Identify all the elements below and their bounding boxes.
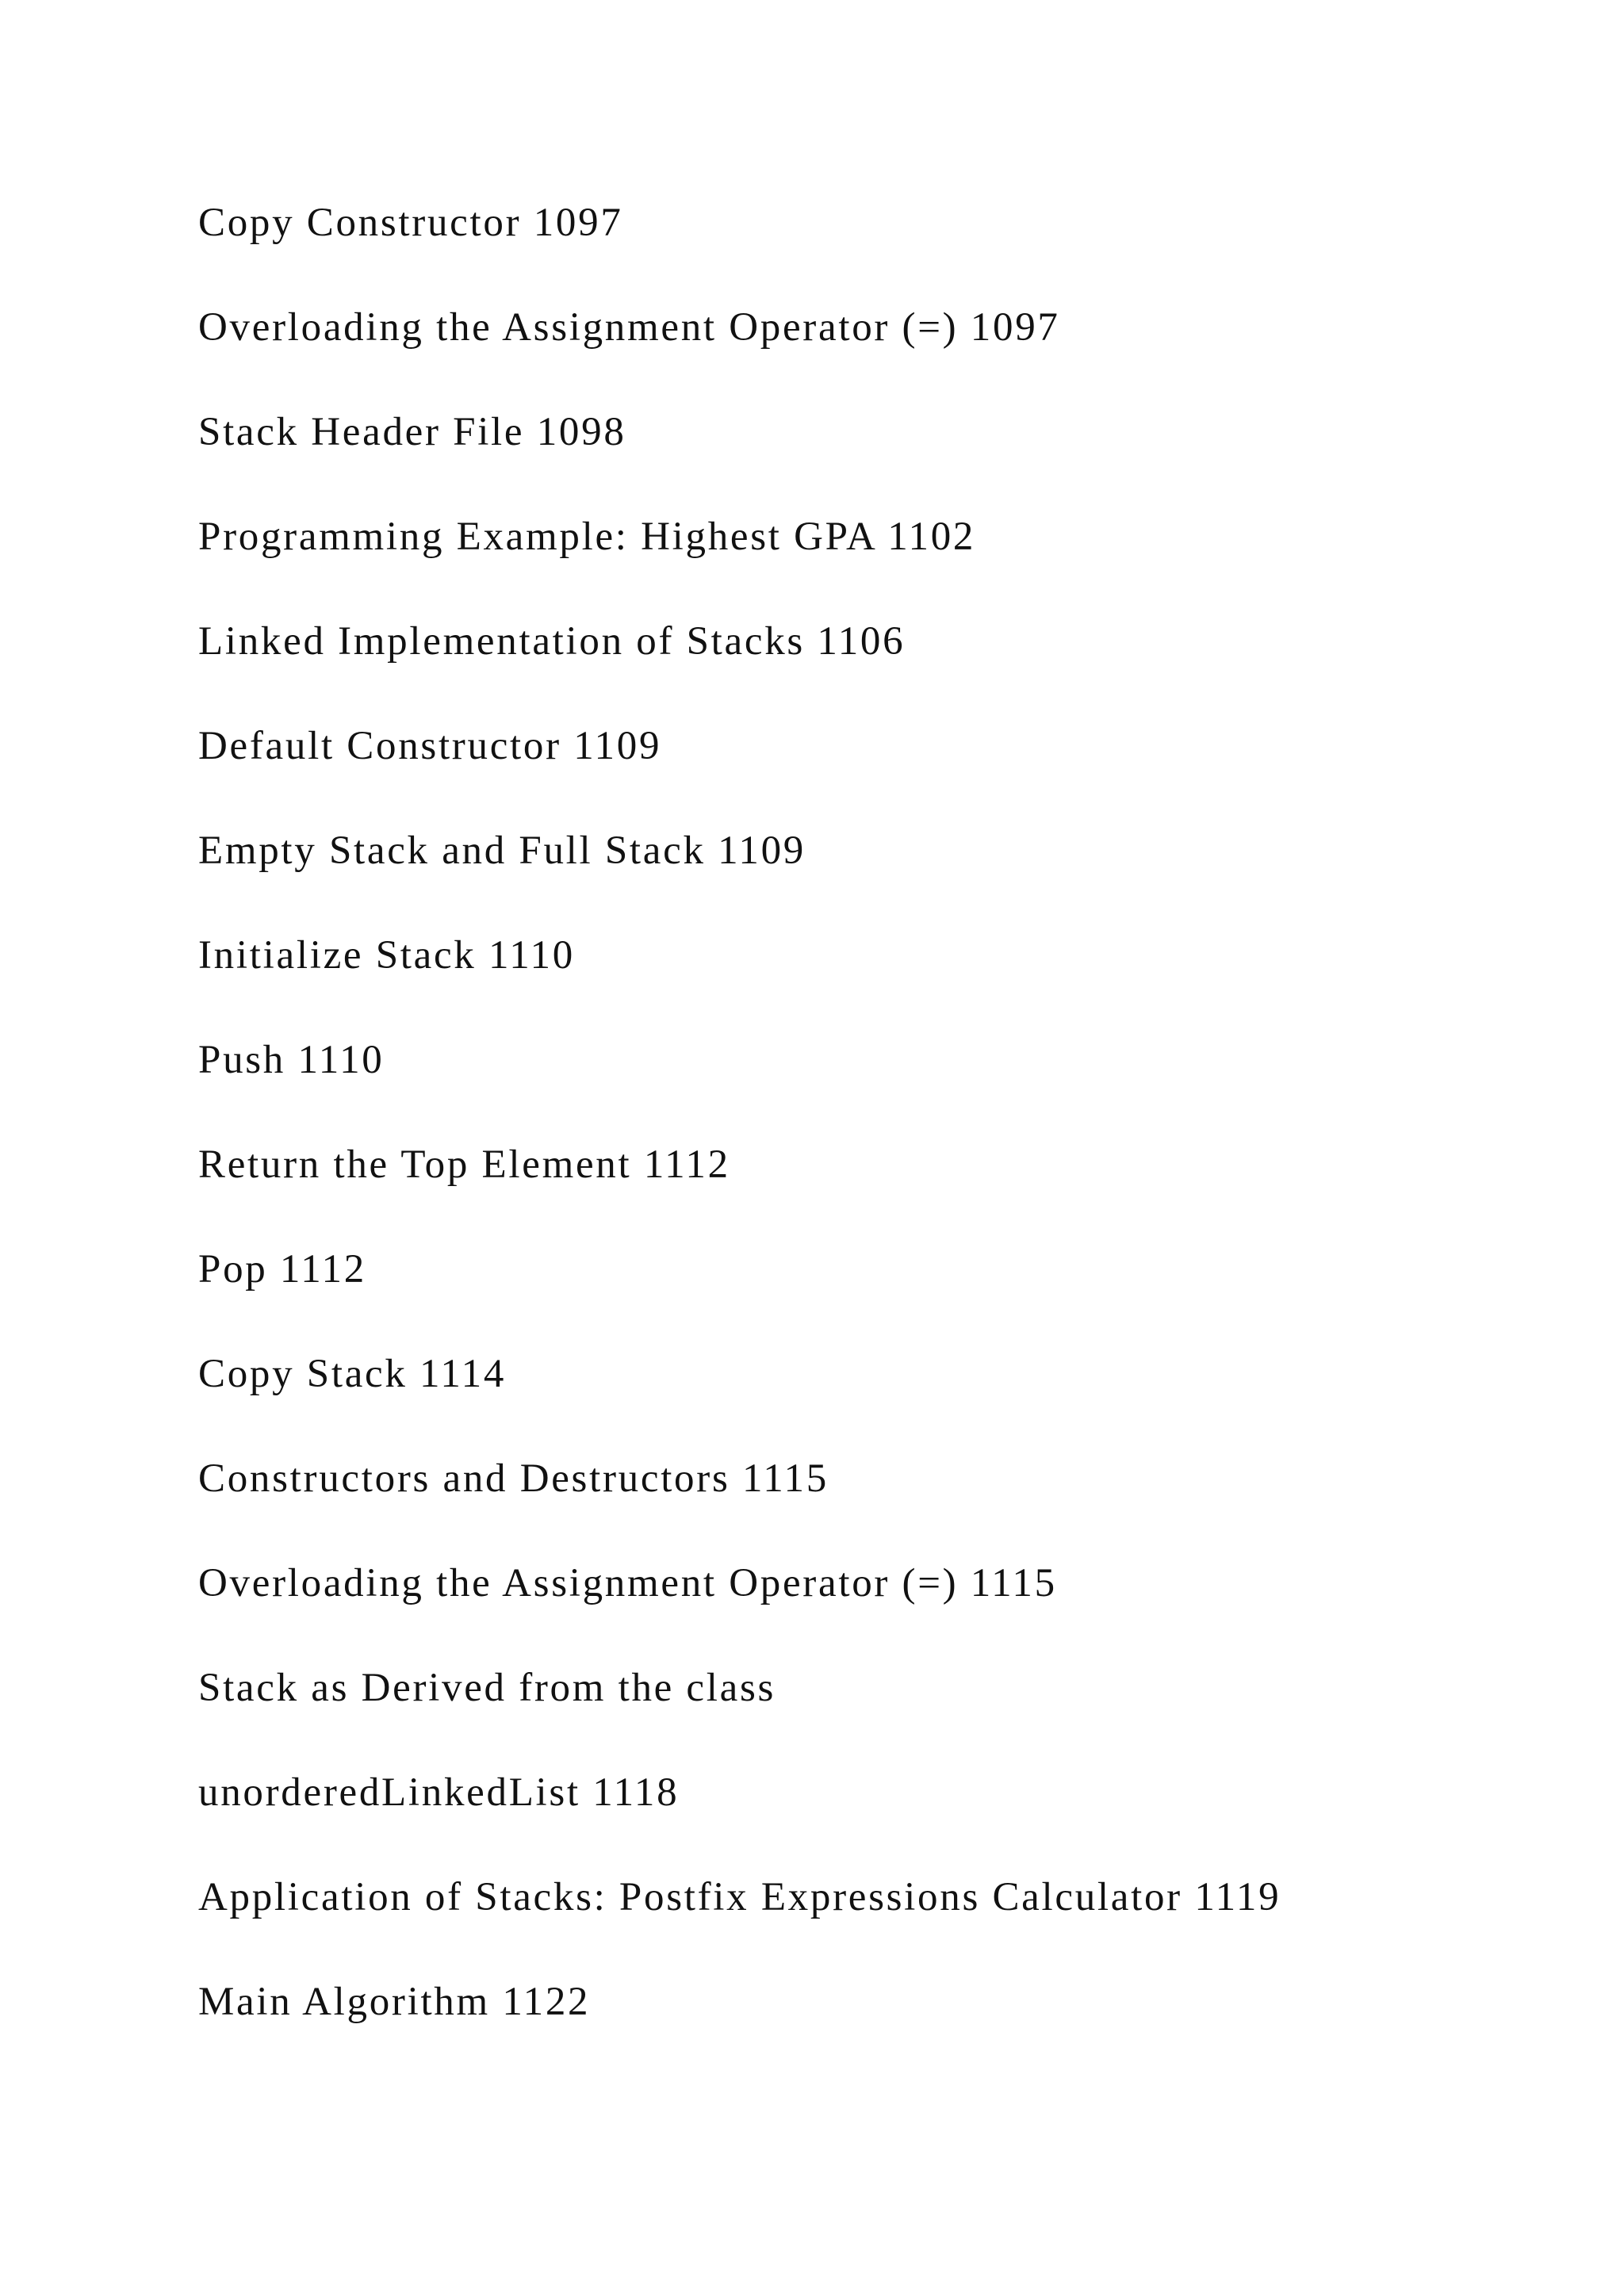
- contents-list: [198, 189, 1281, 2072]
- contents-entry: Initialize Stack 1110: [198, 933, 575, 978]
- contents-entry: Return the Top Element 1112: [198, 1142, 730, 1187]
- contents-entry: Stack Header File 1098: [198, 410, 626, 454]
- contents-entry: Overloading the Assignment Operator (=) 1097: [198, 305, 1060, 350]
- contents-entry: Programming Example: Highest GPA 1102: [198, 515, 976, 559]
- contents-entry: unorderedLinkedList 1118: [198, 1770, 680, 1815]
- contents-entry: Main Algorithm 1122: [198, 1980, 591, 2024]
- contents-entry: Default Constructor 1109: [198, 724, 662, 768]
- contents-entry: Constructors and Destructors 1115: [198, 1456, 829, 1501]
- contents-entry: Overloading the Assignment Operator (=) 1115: [198, 1561, 1057, 1605]
- contents-entry: Push 1110: [198, 1038, 385, 1082]
- contents-entry: Pop 1112: [198, 1247, 366, 1292]
- contents-entry: Stack as Derived from the class: [198, 1666, 776, 1710]
- contents-entry: Copy Constructor 1097: [198, 201, 623, 245]
- contents-entry: Copy Stack 1114: [198, 1352, 507, 1396]
- contents-entry: Linked Implementation of Stacks 1106: [198, 619, 906, 664]
- contents-entry: Empty Stack and Full Stack 1109: [198, 828, 806, 873]
- contents-entry: Application of Stacks: Postfix Expressions Calculator 1119: [198, 1875, 1281, 1919]
